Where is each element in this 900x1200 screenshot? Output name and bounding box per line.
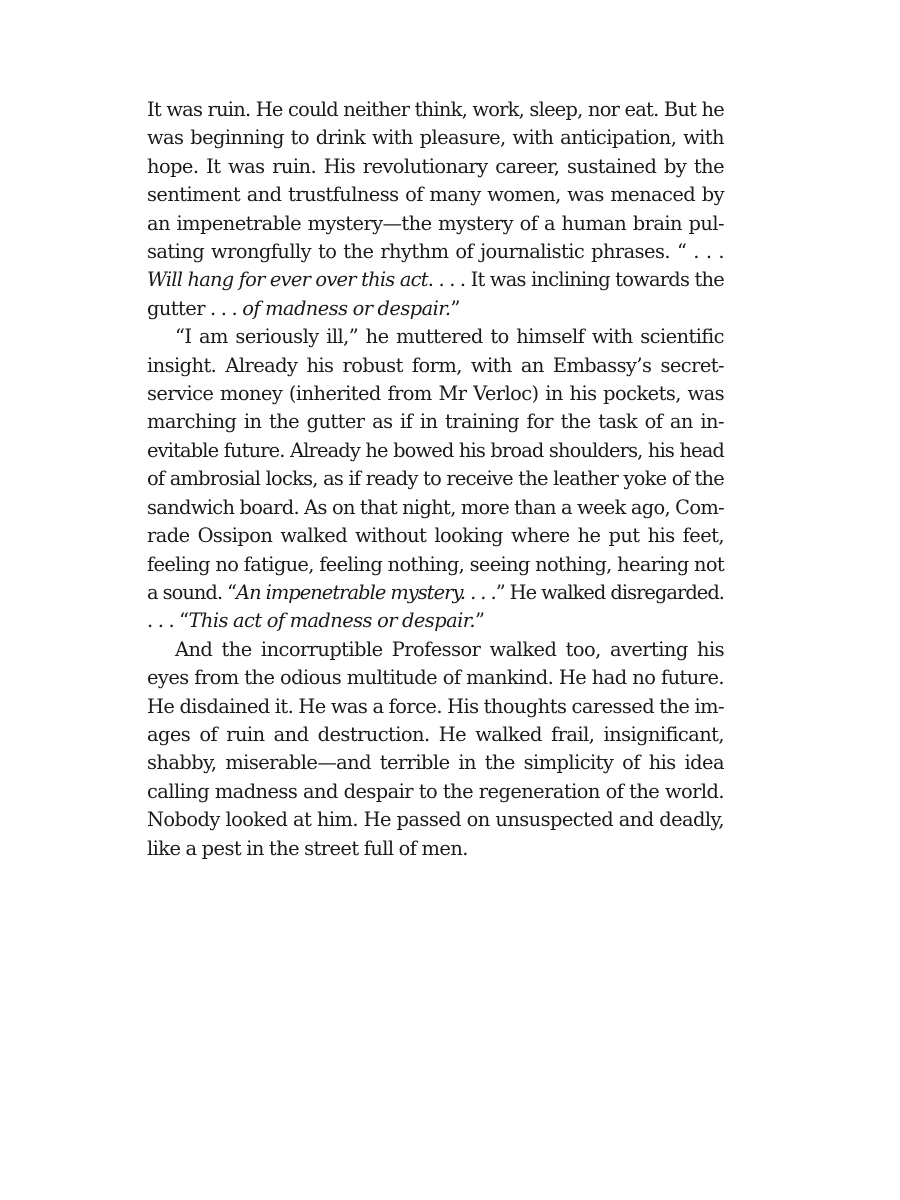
- text-line: [147, 408, 724, 436]
- italic-span: of madness or despair.: [242, 296, 451, 320]
- text-span: Nobody looked at him. He passed on unsuspected and deadly,: [147, 808, 724, 832]
- text-span: It was ruin. He could neither think, work, sleep, nor eat. But he: [147, 98, 724, 121]
- text-span: insight. Already his robust form, with an Embassy’s secret-: [147, 353, 724, 377]
- text-line: [147, 835, 724, 863]
- text-span: was beginning to drink with pleasure, with anticipation, with: [147, 126, 724, 150]
- text-line: [147, 607, 724, 635]
- text-span: ”: [474, 609, 485, 633]
- text-line: [147, 749, 724, 777]
- text-span: . . . . It was inclining towards the: [427, 268, 724, 292]
- paragraph: [147, 636, 724, 863]
- italic-span: An impenetrable mystery. . . .: [236, 580, 496, 604]
- italic-span: Will hang for ever over this act: [147, 268, 428, 292]
- text-line: [147, 124, 724, 152]
- text-span: And the incorruptible Professor walked too, averting his: [175, 637, 724, 661]
- text-span: like a pest in the street full of men.: [147, 836, 468, 860]
- text-line: [147, 96, 724, 124]
- text-span: evitable future. Already he bowed his broad shoulders, his head: [147, 438, 724, 462]
- text-line: [147, 664, 724, 692]
- text-line: [147, 636, 724, 664]
- text-line: [147, 266, 724, 294]
- paragraph: [147, 323, 724, 635]
- text-span: eyes from the odious multitude of mankind. He had no future.: [147, 666, 724, 690]
- italic-span: This act of madness or despair.: [188, 609, 475, 633]
- text-span: of ambrosial locks, as if ready to receive the leather yoke of the: [147, 467, 724, 491]
- text-span: rade Ossipon walked without looking where he put his feet,: [147, 524, 724, 548]
- text-span: He disdained it. He was a force. His thoughts caressed the im-: [147, 694, 724, 718]
- text-line: [147, 153, 724, 181]
- text-line: [147, 437, 724, 465]
- page-body: [147, 96, 724, 863]
- text-line: [147, 352, 724, 380]
- text-span: gutter . . .: [147, 296, 243, 320]
- text-span: ” He walked disregarded.: [495, 580, 724, 604]
- text-line: [147, 579, 724, 607]
- text-span: a sound. “: [147, 580, 237, 604]
- text-line: [147, 210, 724, 238]
- text-line: [147, 323, 724, 351]
- text-line: [147, 465, 724, 493]
- text-span: sentiment and trustfulness of many women, was menaced by: [147, 183, 724, 207]
- text-span: hope. It was ruin. His revolutionary career, sustained by the: [147, 154, 724, 178]
- text-span: “I am seriously ill,” he muttered to himself with scientific: [175, 325, 724, 349]
- text-span: calling madness and despair to the regeneration of the world.: [147, 779, 724, 803]
- text-line: [147, 551, 724, 579]
- text-line: [147, 181, 724, 209]
- text-span: marching in the gutter as if in training for the task of an in-: [147, 410, 724, 434]
- text-span: an impenetrable mystery—the mystery of a human brain pul-: [147, 211, 724, 235]
- text-line: [147, 522, 724, 550]
- text-line: [147, 778, 724, 806]
- text-line: [147, 494, 724, 522]
- text-line: [147, 806, 724, 834]
- text-span: feeling no fatigue, feeling nothing, seeing nothing, hearing not: [147, 552, 724, 576]
- text-span: sandwich board. As on that night, more than a week ago, Com-: [147, 495, 724, 519]
- text-span: sating wrongfully to the rhythm of journalistic phrases. “ . . .: [147, 240, 724, 264]
- text-span: ”: [450, 296, 460, 320]
- text-span: service money (inherited from Mr Verloc) in his pockets, was: [147, 382, 724, 406]
- text-span: . . . “: [147, 609, 189, 633]
- text-line: [147, 238, 724, 266]
- text-line: [147, 693, 724, 721]
- text-span: ages of ruin and destruction. He walked frail, insignificant,: [147, 722, 724, 746]
- text-line: [147, 380, 724, 408]
- text-span: shabby, miserable—and terrible in the simplicity of his idea: [147, 751, 724, 775]
- text-line: [147, 295, 724, 323]
- text-line: [147, 721, 724, 749]
- paragraph: [147, 96, 724, 323]
